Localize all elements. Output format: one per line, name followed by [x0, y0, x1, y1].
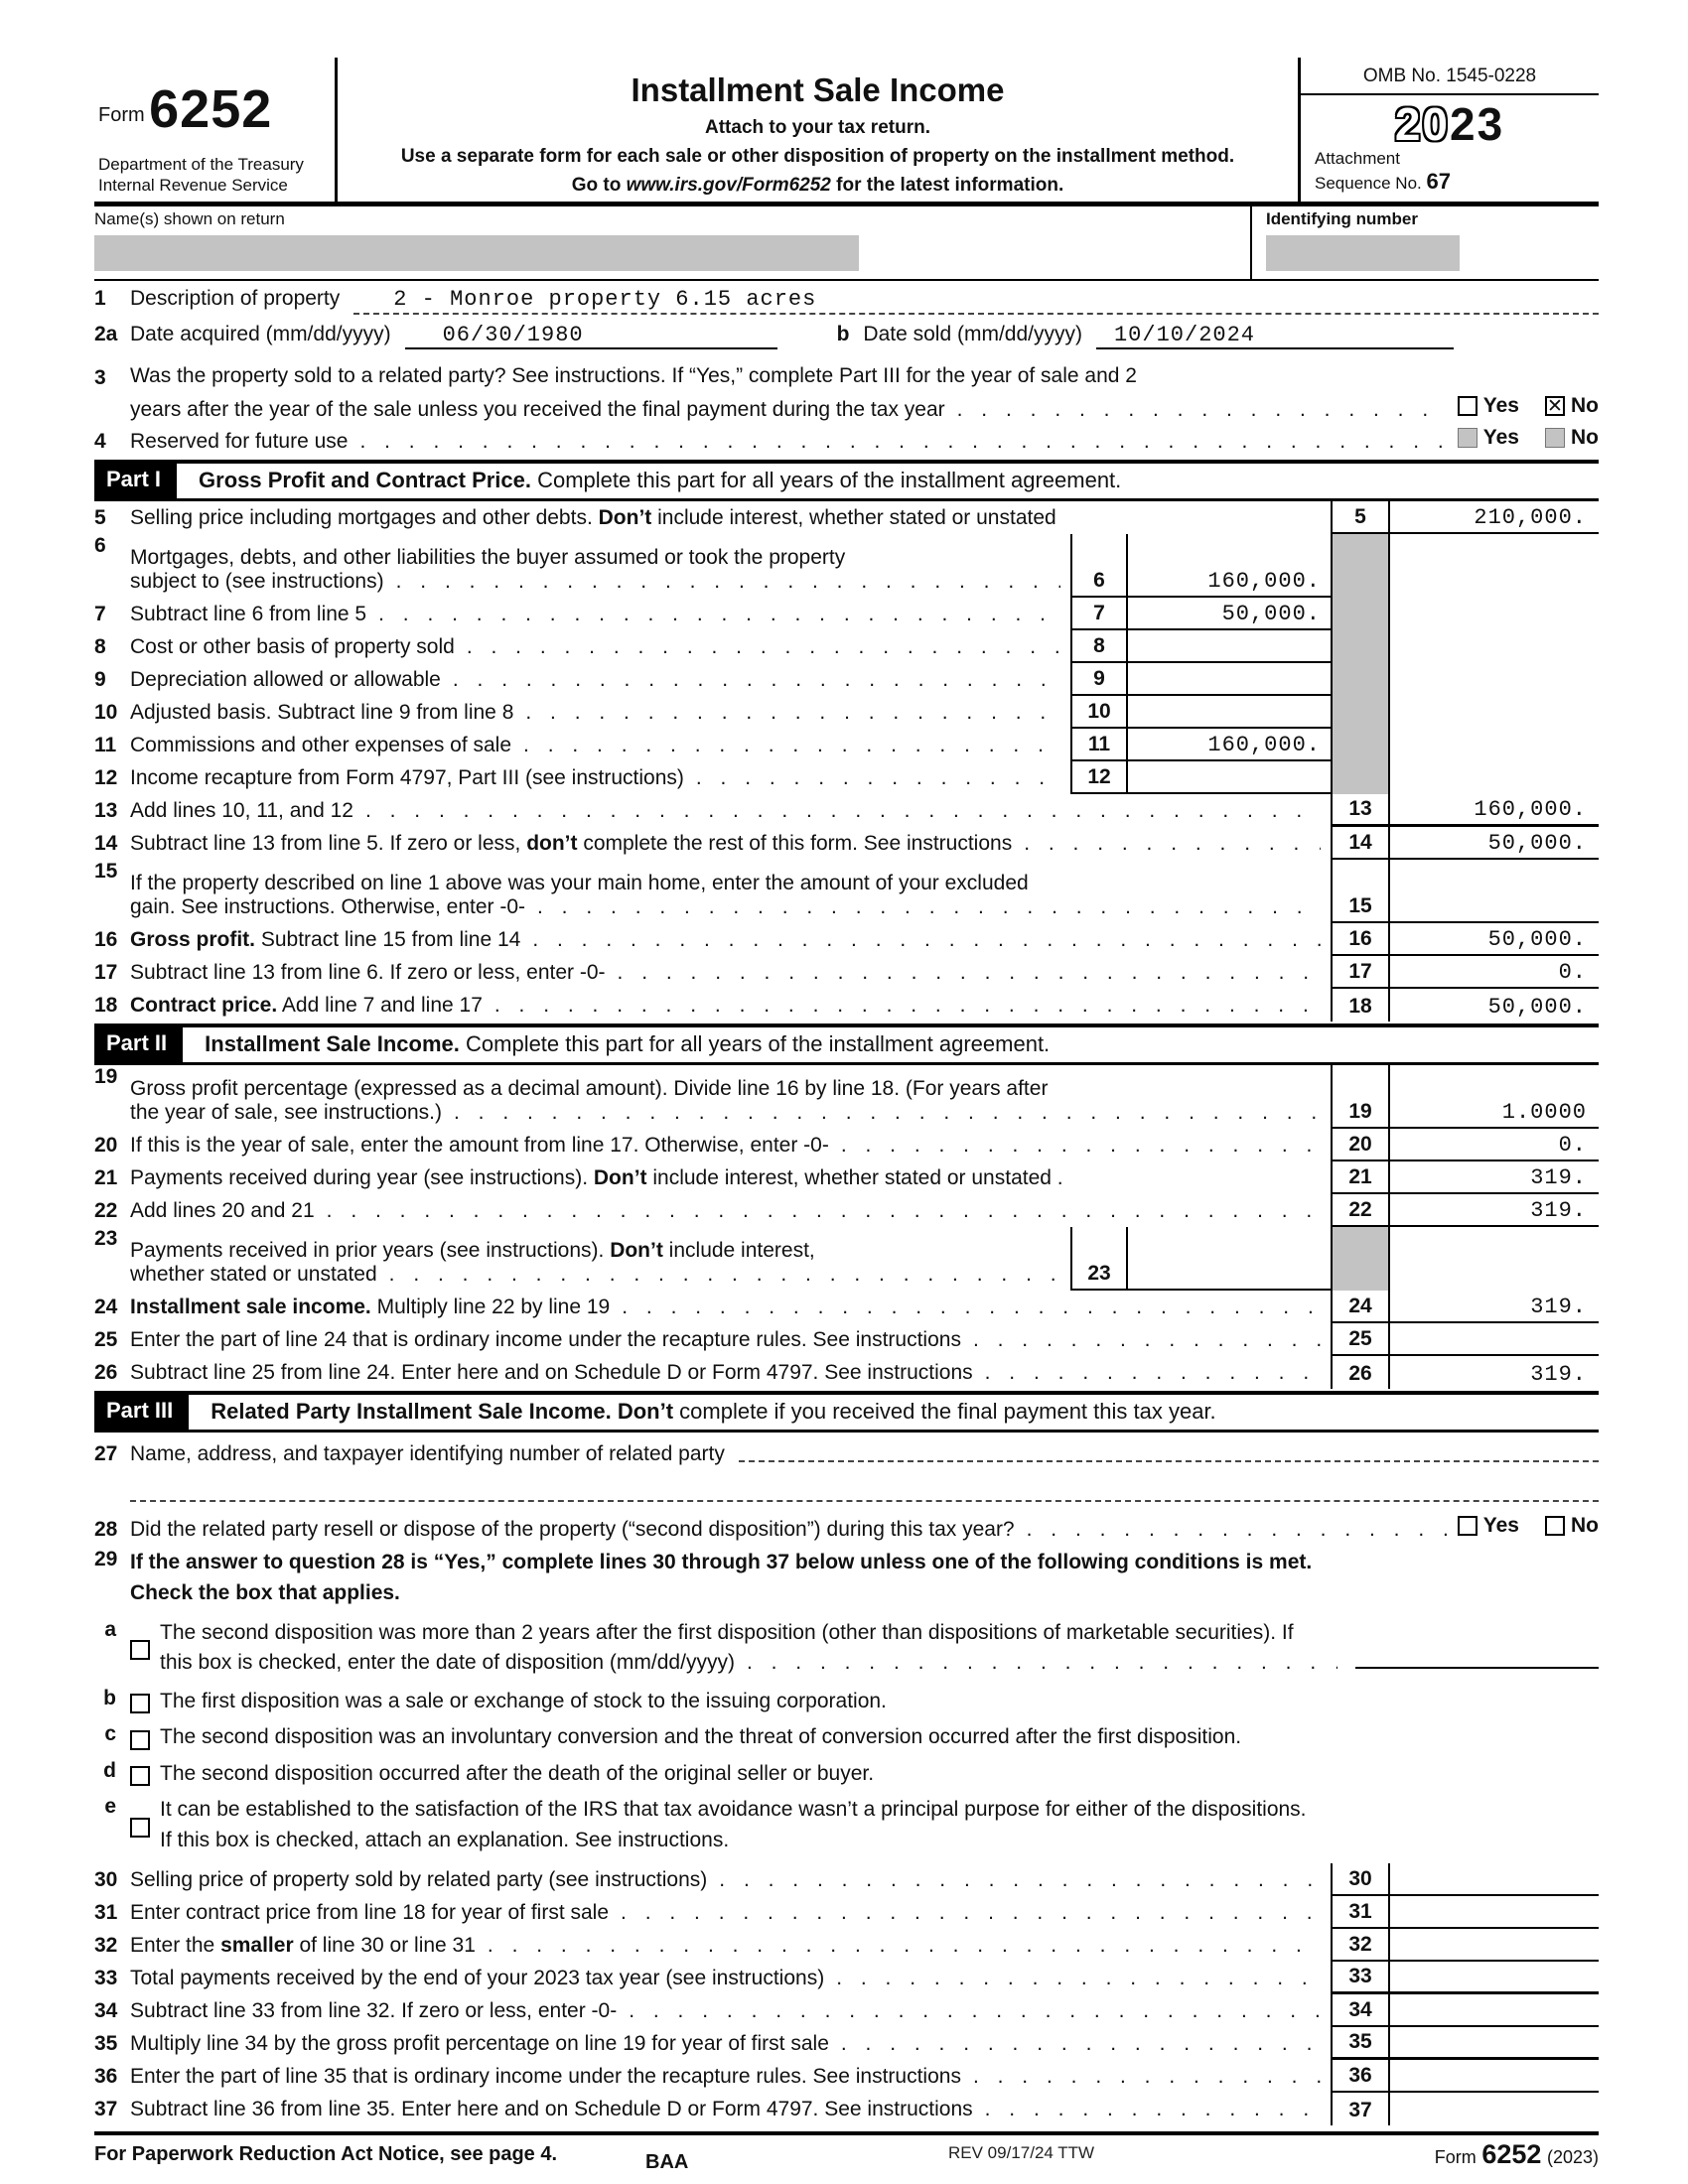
- line-2b-label: Date sold (mm/dd/yyyy): [863, 323, 1082, 346]
- line-25-number: 25: [94, 1328, 118, 1352]
- line-36-row: 36 Enter the part of line 35 that is ordinary income under the recapture rules. See instructions . . . 36: [94, 2060, 1599, 2093]
- line-35-row: 35 Multiply line 34 by the gross profit percentage on line 19 for year of first sale . . . 35: [94, 2027, 1599, 2060]
- identifying-number-redacted[interactable]: [1266, 235, 1460, 271]
- form-number: 6252: [149, 79, 273, 139]
- line-35-number: 35: [94, 2032, 118, 2056]
- irs-url: www.irs.gov/Form6252: [626, 175, 831, 196]
- line-4-yes-label: Yes: [1482, 426, 1519, 450]
- line-17-box: 17: [1331, 956, 1390, 989]
- line-9-box: 9: [1070, 663, 1128, 696]
- part-2-subtitle: Complete this part for all years of the installment agreement.: [459, 1031, 1051, 1057]
- form-footer: [94, 2131, 1599, 2184]
- line-26-number: 26: [94, 1361, 118, 1385]
- line-18-amount[interactable]: 50,000.: [1487, 995, 1587, 1021]
- line-31-number: 31: [94, 1901, 118, 1925]
- form-word: Form: [98, 104, 145, 126]
- line-8-shaded: [1331, 630, 1390, 663]
- line-21-number: 21: [94, 1166, 118, 1190]
- line-20-row: 20 If this is the year of sale, enter the amount from line 17. Otherwise, enter -0- . . . 20 0.: [94, 1129, 1599, 1161]
- line-19-box: 19: [1331, 1065, 1390, 1129]
- line-37-row: 37 Subtract line 36 from line 35. Enter here and on Schedule D or Form 4797. See instructions . . . 37: [94, 2093, 1599, 2125]
- line-18-row: 18 Contract price. Add line 7 and line 17 . . . 18 50,000.: [94, 989, 1599, 1022]
- line-26-box: 26: [1331, 1356, 1390, 1389]
- name-value-redacted[interactable]: [94, 235, 859, 271]
- line-29c-row: [94, 1722, 1599, 1752]
- line-31-amount[interactable]: [1390, 1896, 1599, 1929]
- part-3-tag: Part III: [94, 1395, 189, 1430]
- line-3-yes-checkbox[interactable]: [1458, 396, 1477, 416]
- line-20-amount[interactable]: 0.: [1390, 1129, 1599, 1161]
- part-2-tag: Part II: [94, 1027, 183, 1062]
- line-5-box: 5: [1331, 501, 1390, 534]
- line-34-box: 34: [1331, 1994, 1390, 2027]
- line-5-row: 5 Selling price including mortgages and other debts. Don’t include interest, whether stated or unstated 5 210,000.: [94, 501, 1599, 534]
- line-10-number: 10: [94, 701, 118, 725]
- line-1-number: 1: [94, 287, 106, 311]
- form-header: [94, 58, 1599, 206]
- line-29a-text-1: The second disposition was more than 2 years after the first disposition (other than dispositions of marketable securities). If: [160, 1620, 1294, 1644]
- line-9-amount[interactable]: [1128, 663, 1331, 696]
- line-19-number: 19: [94, 1065, 118, 1089]
- line-12-row: 12 Income recapture from Form 4797, Part III (see instructions) . . . 12: [94, 761, 1599, 794]
- line-14-box: 14: [1331, 827, 1390, 860]
- line-10-box: 10: [1070, 696, 1128, 729]
- line-16-amount[interactable]: 50,000.: [1390, 923, 1599, 956]
- line-12-amount[interactable]: [1128, 761, 1331, 794]
- line-19-row: 19 Gross profit percentage (expressed as a decimal amount). Divide line 16 by line 18. (For years after the year of sale, see instructions.) . . . 19 1.0000: [94, 1065, 1599, 1129]
- line-22-row: 22 Add lines 20 and 21 . . . 22 319.: [94, 1194, 1599, 1227]
- line-36-number: 36: [94, 2065, 118, 2089]
- line-24-number: 24: [94, 1296, 118, 1319]
- line-20-box: 20: [1331, 1129, 1390, 1161]
- attachment-sequence: Attachment Sequence No. 67: [1315, 149, 1451, 195]
- line-16-row: 16 Gross profit. Subtract line 15 from line 14 . . . 16 50,000.: [94, 923, 1599, 956]
- line-35-box: 35: [1331, 2027, 1390, 2060]
- line-15-box: 15: [1331, 860, 1390, 923]
- line-20-number: 20: [94, 1134, 118, 1158]
- part-3-subtitle: complete if you received the final payment this tax year.: [673, 1399, 1216, 1425]
- line-7-row: 7 Subtract line 6 from line 5 . . . 7 50,000.: [94, 598, 1599, 630]
- part-2-header: [94, 1024, 1599, 1065]
- line-8-amount[interactable]: [1128, 630, 1331, 663]
- line-11-number: 11: [94, 734, 117, 757]
- line-33-row: 33 Total payments received by the end of your 2023 tax year (see instructions) . . . 33: [94, 1962, 1599, 1994]
- line-2a-label: Date acquired (mm/dd/yyyy): [130, 323, 391, 346]
- line-31-row: 31 Enter contract price from line 18 for year of first sale . . . 31: [94, 1896, 1599, 1929]
- line-18-box: 18: [1331, 989, 1390, 1022]
- identity-row: [94, 206, 1599, 281]
- line-29c-checkbox[interactable]: [130, 1730, 150, 1750]
- line-6-number: 6: [94, 534, 106, 558]
- tax-year: 2023: [1394, 98, 1505, 150]
- line-12-shaded: [1331, 761, 1390, 794]
- line-29a-checkbox[interactable]: [130, 1640, 150, 1660]
- line-15-amount[interactable]: [1390, 860, 1599, 923]
- line-36-box: 36: [1331, 2060, 1390, 2093]
- page-title: Installment Sale Income: [631, 71, 1005, 108]
- line-29a-text-2: this box is checked, enter the date of disposition (mm/dd/yyyy): [160, 1651, 735, 1675]
- goto-instruction: Go to www.irs.gov/Form6252 for the latest information.: [571, 175, 1064, 196]
- line-4-label: Reserved for future use: [130, 430, 349, 454]
- line-27-second-line[interactable]: [130, 1486, 1599, 1502]
- dept-line-2: Internal Revenue Service: [98, 175, 288, 195]
- line-34-number: 34: [94, 1999, 118, 2023]
- line-29e-text-1: It can be established to the satisfaction of the IRS that tax avoidance wasn’t a principal purpose for either of the dispositions.: [160, 1798, 1307, 1822]
- line-35-amount[interactable]: [1390, 2027, 1599, 2060]
- line-24-row: 24 Installment sale income. Multiply line 22 by line 19 . . . 24 319.: [94, 1291, 1599, 1323]
- line-30-box: 30: [1331, 1863, 1390, 1896]
- line-14-row: 14 Subtract line 13 from line 5. If zero or less, don’t complete the rest of this form. See instructions . . . 14 50,000.: [94, 827, 1599, 860]
- line-33-amount[interactable]: [1390, 1962, 1599, 1994]
- line-17-number: 17: [94, 961, 118, 985]
- line-10-row: 10 Adjusted basis. Subtract line 9 from line 8 . . . 10: [94, 696, 1599, 729]
- line-4-no-checkbox: [1545, 428, 1565, 448]
- line-4-yes-checkbox: [1458, 428, 1477, 448]
- baa-label: BAA: [645, 2151, 689, 2174]
- line-9-row: 9 Depreciation allowed or allowable . . . 9: [94, 663, 1599, 696]
- sequence-number: 67: [1426, 169, 1451, 195]
- line-11-row: 11 Commissions and other expenses of sale . . . 11 160,000.: [94, 729, 1599, 761]
- identifying-number-label: Identifying number: [1266, 209, 1418, 229]
- line-29a-letter: a: [104, 1617, 116, 1641]
- line-10-amount[interactable]: [1128, 696, 1331, 729]
- line-29d-text: The second disposition occurred after the death of the original seller or buyer.: [160, 1761, 875, 1785]
- line-29b-text: The first disposition was a sale or exchange of stock to the issuing corporation.: [160, 1689, 887, 1712]
- line-37-box: 37: [1331, 2093, 1390, 2125]
- line-28-label: Did the related party resell or dispose of the property (“second disposition”) during this tax year?: [130, 1518, 1015, 1542]
- line-30-number: 30: [94, 1868, 118, 1892]
- line-7-box: 7: [1070, 598, 1128, 630]
- line-8-number: 8: [94, 635, 106, 659]
- part-1-title: Gross Profit and Contract Price.: [199, 468, 531, 493]
- line-24-box: 24: [1331, 1291, 1390, 1323]
- line-13-number: 13: [94, 799, 118, 823]
- line-29c-letter: c: [104, 1722, 116, 1746]
- line-29-row: [94, 1548, 1599, 1608]
- line-18-number: 18: [94, 994, 118, 1018]
- line-27-number: 27: [94, 1442, 118, 1466]
- line-22-amount[interactable]: 319.: [1390, 1194, 1599, 1227]
- line-29-text-1: If the answer to question 28 is “Yes,” complete lines 30 through 37 below unless one of the following conditions is met.: [130, 1551, 1313, 1574]
- line-3-text-2: years after the year of the sale unless you received the final payment during the tax year: [130, 398, 945, 422]
- line-19-amount[interactable]: 1.0000: [1390, 1065, 1599, 1129]
- line-34-row: 34 Subtract line 33 from line 32. If zero or less, enter -0- . . . 34: [94, 1994, 1599, 2027]
- line-16-number: 16: [94, 928, 118, 952]
- line-34-amount[interactable]: [1390, 1994, 1599, 2027]
- line-6-shaded: [1331, 534, 1390, 598]
- dept-line-1: Department of the Treasury: [98, 154, 304, 174]
- line-1-row: [94, 287, 1599, 323]
- line-12-box: 12: [1070, 761, 1128, 794]
- line-28-no-label: No: [1571, 1514, 1599, 1538]
- line-29e-row: [94, 1795, 1599, 1855]
- line-37-amount[interactable]: [1390, 2093, 1599, 2125]
- footer-form-id: Form 6252 (2023): [1434, 2139, 1599, 2170]
- line-6-amount[interactable]: 160,000.: [1128, 534, 1331, 598]
- line-30-amount[interactable]: [1390, 1863, 1599, 1896]
- line-1-label: Description of property: [130, 287, 341, 311]
- line-29b-checkbox[interactable]: [130, 1694, 150, 1713]
- line-29-text-2: Check the box that applies.: [130, 1580, 400, 1604]
- line-13-amount[interactable]: 160,000.: [1390, 794, 1599, 827]
- line-17-row: 17 Subtract line 13 from line 6. If zero or less, enter -0- . . . 17 0.: [94, 956, 1599, 989]
- part-1-subtitle: Complete this part for all years of the installment agreement.: [531, 468, 1122, 493]
- line-29b-row: [94, 1687, 1599, 1716]
- date-sold-field[interactable]: 10/10/2024: [1096, 323, 1454, 349]
- omb-block: [1301, 58, 1599, 202]
- line-22-box: 22: [1331, 1194, 1390, 1227]
- line-32-number: 32: [94, 1934, 118, 1958]
- attach-instruction: Attach to your tax return.: [705, 117, 930, 138]
- line-11-box: 11: [1070, 729, 1128, 761]
- line-11-amount[interactable]: 160,000.: [1128, 729, 1331, 761]
- line-28-yes-checkbox[interactable]: [1458, 1516, 1477, 1536]
- related-party-field[interactable]: [739, 1440, 1599, 1462]
- line-25-row: 25 Enter the part of line 24 that is ordinary income under the recapture rules. See instructions . . . 25: [94, 1323, 1599, 1356]
- line-22-number: 22: [94, 1199, 118, 1223]
- line-23-number: 23: [94, 1227, 118, 1251]
- line-6-box: 6: [1070, 534, 1128, 598]
- line-28-number: 28: [94, 1518, 118, 1542]
- line-37-number: 37: [94, 2098, 118, 2121]
- line-29a-date-field[interactable]: [1355, 1667, 1599, 1669]
- form-number-block: [94, 58, 338, 202]
- line-14-number: 14: [94, 832, 118, 856]
- line-4-row: [94, 422, 1599, 458]
- line-32-row: 32 Enter the smaller of line 30 or line 31 . . . 32: [94, 1929, 1599, 1962]
- line-29c-text: The second disposition was an involuntary conversion and the threat of conversion occurred after the first disposition.: [160, 1725, 1242, 1749]
- part-3-header: [94, 1391, 1599, 1433]
- line-2a-number: 2a: [94, 323, 118, 346]
- line-5-number: 5: [94, 506, 106, 530]
- line-29-number: 29: [94, 1548, 118, 1571]
- line-3-row: [94, 364, 1599, 422]
- line-29d-row: [94, 1759, 1599, 1789]
- line-25-amount[interactable]: [1390, 1323, 1599, 1356]
- line-24-amount[interactable]: 319.: [1390, 1291, 1599, 1323]
- line-29a-row: [94, 1618, 1599, 1679]
- line-36-amount[interactable]: [1390, 2060, 1599, 2093]
- identifying-number-area: [1250, 206, 1599, 279]
- revision-stamp: REV 09/17/24 TTW: [948, 2143, 1095, 2163]
- line-32-amount[interactable]: [1390, 1929, 1599, 1962]
- line-3-no-checkbox[interactable]: ✕: [1545, 396, 1565, 416]
- line-7-amount[interactable]: 50,000.: [1128, 598, 1331, 630]
- line-29e-checkbox[interactable]: [130, 1818, 150, 1838]
- line-23-box: 23: [1070, 1227, 1128, 1291]
- omb-number: OMB No. 1545-0228: [1301, 58, 1599, 95]
- line-16-box: 16: [1331, 923, 1390, 956]
- line-10-shaded: [1331, 696, 1390, 729]
- name-label: Name(s) shown on return: [94, 209, 285, 229]
- form-title-block: [338, 58, 1301, 202]
- line-3-number: 3: [94, 366, 106, 390]
- part-2-title: Installment Sale Income.: [205, 1031, 460, 1057]
- line-13-row: 13 Add lines 10, 11, and 12 . . . 13 160,000.: [94, 794, 1599, 827]
- line-29e-text-2: If this box is checked, attach an explanation. See instructions.: [160, 1828, 730, 1851]
- line-9-shaded: [1331, 663, 1390, 696]
- line-2b-number: b: [836, 323, 850, 346]
- separate-form-instruction: Use a separate form for each sale or other disposition of property on the installment method.: [400, 146, 1235, 167]
- line-29d-letter: d: [103, 1758, 116, 1782]
- line-9-number: 9: [94, 668, 106, 692]
- line-32-box: 32: [1331, 1929, 1390, 1962]
- line-3-no-label: No: [1571, 394, 1599, 418]
- name-area: [94, 206, 1250, 279]
- line-15-row: 15 If the property described on line 1 above was your main home, enter the amount of your excluded gain. See instructions. Otherwise, enter -0- . . . 15: [94, 860, 1599, 923]
- line-12-number: 12: [94, 766, 118, 790]
- line-21-box: 21: [1331, 1161, 1390, 1194]
- line-33-box: 33: [1331, 1962, 1390, 1994]
- line-25-box: 25: [1331, 1323, 1390, 1356]
- line-30-row: 30 Selling price of property sold by related party (see instructions) . . . 30: [94, 1863, 1599, 1896]
- line-23-row: 23 Payments received in prior years (see instructions). Don’t include interest, whether stated or unstated . . . 23: [94, 1227, 1599, 1291]
- part-1-tag: Part I: [94, 464, 177, 498]
- line-28-no-checkbox[interactable]: [1545, 1516, 1565, 1536]
- line-26-row: 26 Subtract line 25 from line 24. Enter here and on Schedule D or Form 4797. See instructions . . . 26 319.: [94, 1356, 1599, 1389]
- line-5-amount[interactable]: 210,000.: [1390, 501, 1599, 534]
- line-4-number: 4: [94, 430, 106, 454]
- line-21-row: 21 Payments received during year (see instructions). Don’t include interest, whether stated or unstated . 21 319.: [94, 1161, 1599, 1194]
- date-acquired-field[interactable]: 06/30/1980: [405, 323, 777, 349]
- line-26-amount[interactable]: 319.: [1530, 1362, 1587, 1388]
- line-31-box: 31: [1331, 1896, 1390, 1929]
- part-3-title: Related Party Installment Sale Income. Don’t: [211, 1399, 674, 1425]
- line-27-label: Name, address, and taxpayer identifying number of related party: [130, 1442, 725, 1466]
- line-4-no-label: No: [1571, 426, 1599, 450]
- line-15-number: 15: [94, 860, 118, 884]
- line-13-box: 13: [1331, 794, 1390, 827]
- line-17-amount[interactable]: 0.: [1390, 956, 1599, 989]
- line-29e-letter: e: [104, 1795, 116, 1819]
- part-1-header: [94, 460, 1599, 501]
- line-28-row: [94, 1508, 1599, 1546]
- line-3-text-1: Was the property sold to a related party? See instructions. If “Yes,” complete Part III for the year of sale and 2: [130, 364, 1137, 388]
- line-27-row: [94, 1440, 1599, 1476]
- description-of-property-field[interactable]: 2 - Monroe property 6.15 acres: [393, 287, 817, 313]
- line-23-amount[interactable]: [1128, 1227, 1331, 1291]
- line-7-shaded: [1331, 598, 1390, 630]
- line-14-amount[interactable]: 50,000.: [1390, 827, 1599, 860]
- line-8-row: 8 Cost or other basis of property sold . . . 8: [94, 630, 1599, 663]
- line-2-row: [94, 323, 1599, 360]
- line-28-yes-label: Yes: [1482, 1514, 1519, 1538]
- line-29d-checkbox[interactable]: [130, 1766, 150, 1786]
- line-23-shaded: [1331, 1227, 1390, 1291]
- line-33-number: 33: [94, 1967, 118, 1990]
- line-21-amount[interactable]: 319.: [1390, 1161, 1599, 1194]
- paperwork-notice: For Paperwork Reduction Act Notice, see page 4.: [94, 2143, 558, 2166]
- line-3-yes-label: Yes: [1482, 394, 1519, 418]
- line-11-shaded: [1331, 729, 1390, 761]
- line-7-number: 7: [94, 603, 106, 626]
- line-8-box: 8: [1070, 630, 1128, 663]
- line-6-row: 6 Mortgages, debts, and other liabilities the buyer assumed or took the property subject to (see instructions) . . . 6 160,000.: [94, 534, 1599, 598]
- line-29b-letter: b: [103, 1686, 116, 1709]
